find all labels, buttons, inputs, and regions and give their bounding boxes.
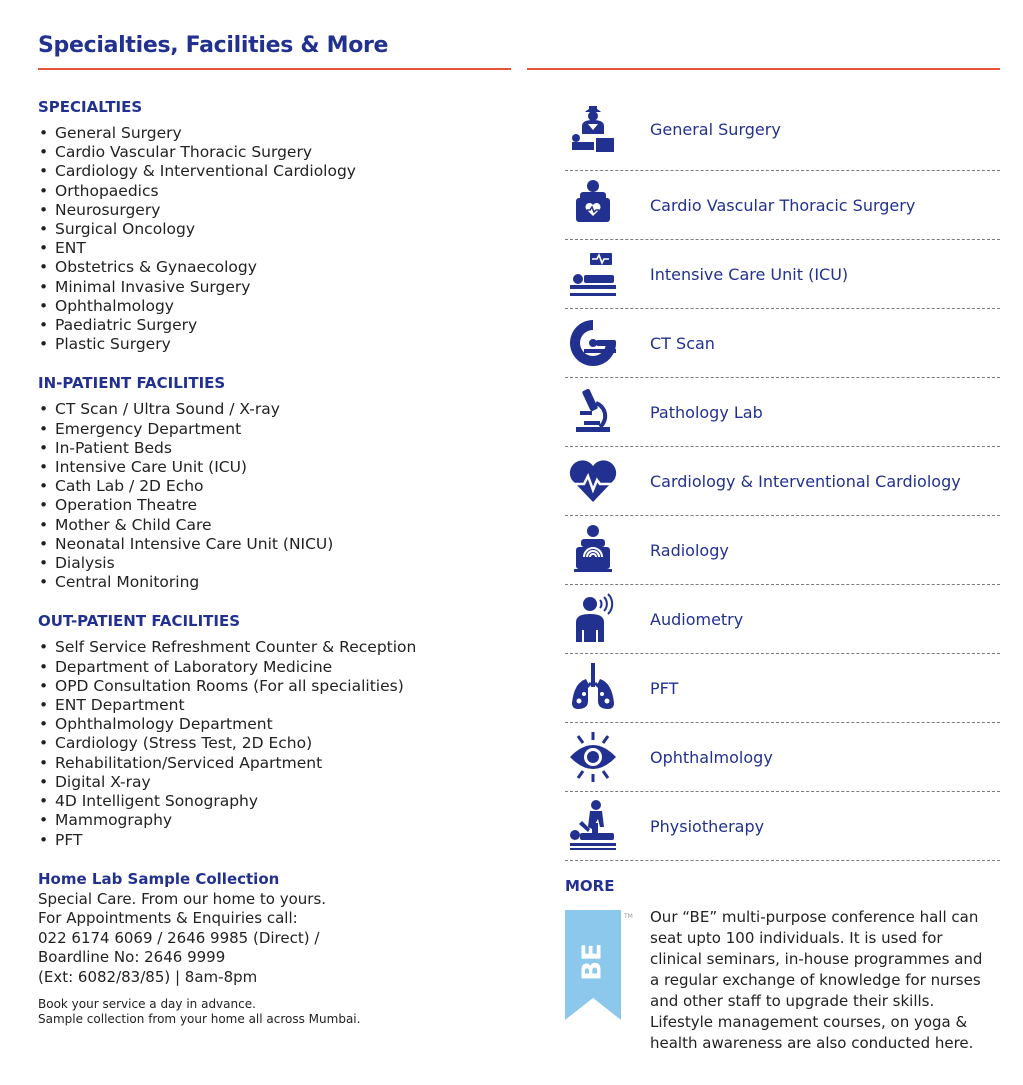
outpatient-heading: OUT-PATIENT FACILITIES	[38, 612, 241, 631]
home-lab-enquiry: For Appointments & Enquiries call:	[38, 909, 298, 928]
facility-row	[565, 240, 1000, 309]
list-item: • Mother & Child Care	[38, 516, 518, 535]
list-item: • Surgical Oncology	[38, 220, 518, 239]
facility-row	[565, 723, 1000, 792]
facilities-panel	[565, 88, 1000, 861]
home-lab-boardline: Boardline No: 2646 9999	[38, 948, 226, 967]
hearing-icon	[565, 592, 621, 646]
facility-row	[565, 88, 1000, 171]
inpatient-list	[38, 400, 518, 592]
microscope-icon	[565, 385, 621, 439]
facility-row	[565, 447, 1000, 516]
ct-scanner-icon	[565, 316, 621, 370]
facility-label: CT Scan	[650, 333, 715, 353]
home-lab-note: Book your service a day in advance.	[38, 997, 256, 1012]
facility-row	[565, 792, 1000, 861]
list-item: • Cardio Vascular Thoracic Surgery	[38, 143, 518, 162]
facility-label: PFT	[650, 678, 679, 698]
list-item: • Intensive Care Unit (ICU)	[38, 458, 518, 477]
eye-icon	[565, 730, 621, 784]
list-item: • Ophthalmology	[38, 297, 518, 316]
more-line: Lifestyle management courses, on yoga &	[650, 1013, 968, 1031]
list-item: • Obstetrics & Gynaecology	[38, 258, 518, 277]
list-item: • General Surgery	[38, 124, 518, 143]
facility-label: Ophthalmology	[650, 747, 773, 767]
list-item: • Ophthalmology Department	[38, 715, 518, 734]
list-item: • Central Monitoring	[38, 573, 518, 592]
list-item: • Emergency Department	[38, 420, 518, 439]
list-item: • OPD Consultation Rooms (For all specialities)	[38, 677, 518, 696]
surgeon-icon	[565, 102, 621, 156]
list-item: • In-Patient Beds	[38, 439, 518, 458]
outpatient-list	[38, 638, 518, 849]
facility-row	[565, 516, 1000, 585]
home-lab-heading: Home Lab Sample Collection	[38, 869, 280, 888]
facility-row	[565, 585, 1000, 654]
list-item: • Digital X-ray	[38, 773, 518, 792]
list-item: • Dialysis	[38, 554, 518, 573]
list-item: • Neonatal Intensive Care Unit (NICU)	[38, 535, 518, 554]
facility-label: Cardio Vascular Thoracic Surgery	[650, 195, 916, 215]
home-lab-phone: 022 6174 6069 / 2646 9985 (Direct) /	[38, 928, 320, 947]
list-item: • Cath Lab / 2D Echo	[38, 477, 518, 496]
list-item: • Cardiology (Stress Test, 2D Echo)	[38, 734, 518, 753]
facility-label: Audiometry	[650, 609, 744, 629]
title-divider-right	[527, 68, 1000, 70]
more-heading: MORE	[565, 877, 615, 895]
be-logo	[563, 910, 635, 1022]
title-divider-left	[38, 68, 511, 70]
list-item: • Mammography	[38, 811, 518, 830]
heart-monitor-icon	[565, 178, 621, 232]
be-logo-text: BE	[577, 943, 608, 981]
list-item: • ENT	[38, 239, 518, 258]
facility-label: Intensive Care Unit (ICU)	[650, 264, 849, 284]
list-item: • CT Scan / Ultra Sound / X-ray	[38, 400, 518, 419]
lungs-icon	[565, 661, 621, 715]
home-lab-hours: (Ext: 6082/83/85) | 8am-8pm	[38, 967, 258, 986]
physiotherapy-icon	[565, 799, 621, 853]
radiology-icon	[565, 523, 621, 577]
home-lab-note: Sample collection from your home all across Mumbai.	[38, 1012, 361, 1027]
list-item: • Orthopaedics	[38, 182, 518, 201]
list-item: • Plastic Surgery	[38, 335, 518, 354]
list-item: • Department of Laboratory Medicine	[38, 658, 518, 677]
facility-row	[565, 309, 1000, 378]
list-item: • Operation Theatre	[38, 496, 518, 515]
home-lab-tagline: Special Care. From our home to yours.	[38, 889, 327, 908]
more-line: health awareness are also conducted here.	[650, 1034, 974, 1052]
facility-label: Physiotherapy	[650, 816, 765, 836]
icu-bed-icon	[565, 247, 621, 301]
facility-row	[565, 654, 1000, 723]
facility-row	[565, 378, 1000, 447]
list-item: • Minimal Invasive Surgery	[38, 278, 518, 297]
more-line: seat upto 100 individuals. It is used for	[650, 929, 943, 947]
facility-label: Pathology Lab	[650, 402, 763, 422]
facility-label: General Surgery	[650, 119, 781, 139]
heartbeat-icon	[565, 454, 621, 508]
specialties-list	[38, 124, 518, 354]
more-line: and other staff to upgrade their skills.	[650, 992, 935, 1010]
list-item: • ENT Department	[38, 696, 518, 715]
facility-label: Cardiology & Interventional Cardiology	[650, 471, 961, 491]
more-line: clinical seminars, in-house programmes and	[650, 950, 983, 968]
page-title: Specialties, Facilities & More	[38, 33, 389, 58]
list-item: • 4D Intelligent Sonography	[38, 792, 518, 811]
inpatient-heading: IN-PATIENT FACILITIES	[38, 374, 226, 393]
facility-label: Radiology	[650, 540, 729, 560]
more-line: Our “BE” multi-purpose conference hall can	[650, 908, 979, 926]
list-item: • Cardiology & Interventional Cardiology	[38, 162, 518, 181]
specialties-heading: SPECIALTIES	[38, 98, 143, 116]
list-item: • PFT	[38, 831, 518, 850]
facility-row	[565, 171, 1000, 240]
trademark-mark: TM	[624, 913, 633, 920]
more-line: a regular exchange of knowledge for nurses	[650, 971, 981, 989]
list-item: • Paediatric Surgery	[38, 316, 518, 335]
left-column	[38, 98, 518, 1027]
list-item: • Rehabilitation/Serviced Apartment	[38, 754, 518, 773]
list-item: • Neurosurgery	[38, 201, 518, 220]
list-item: • Self Service Refreshment Counter & Reception	[38, 638, 518, 657]
more-description	[650, 907, 1010, 1054]
